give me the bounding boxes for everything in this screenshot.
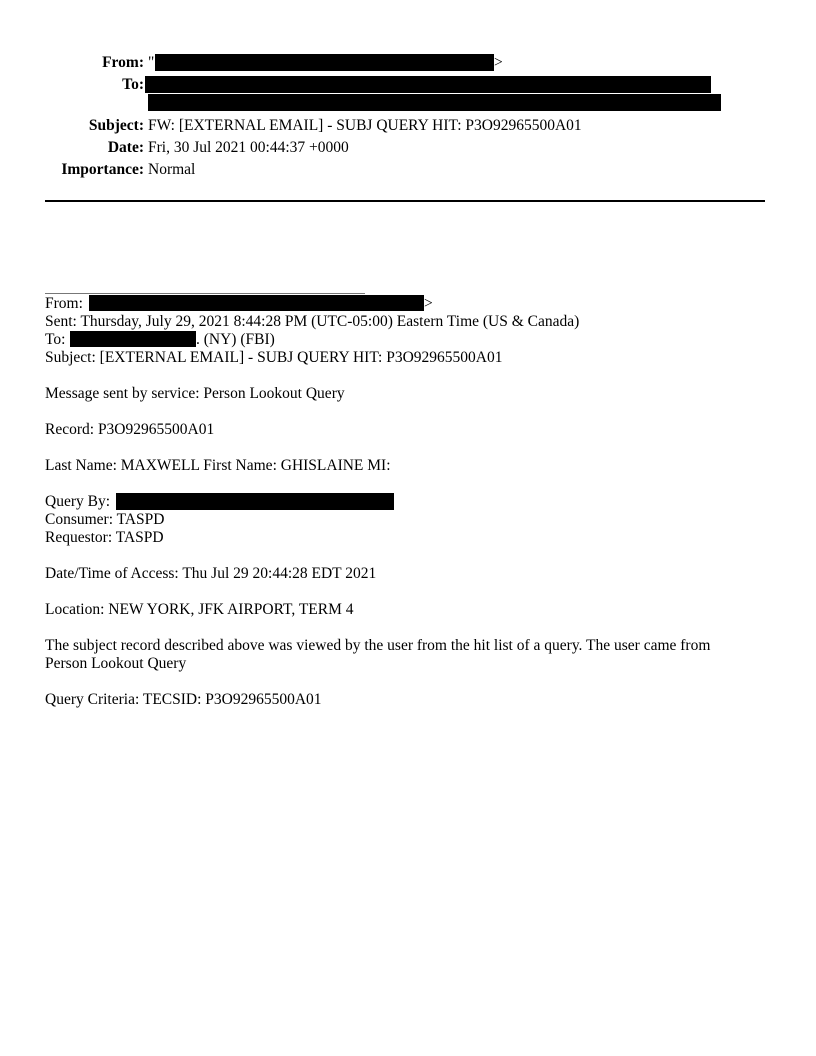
to-label: To:: [122, 76, 144, 93]
redaction-query-by: [116, 493, 394, 510]
from-label: From:: [102, 54, 144, 71]
fwd-from-suffix: >: [424, 295, 433, 312]
date-value: Fri, 30 Jul 2021 00:44:37 +0000: [148, 139, 349, 156]
requestor-line: Requestor: TASPD: [45, 529, 164, 546]
access-line: Date/Time of Access: Thu Jul 29 20:44:28 EDT 2021: [45, 565, 377, 582]
redaction-from: [155, 54, 494, 71]
fwd-to-suffix: . (NY) (FBI): [196, 331, 275, 348]
fwd-subject-line: Subject: [EXTERNAL EMAIL] - SUBJ QUERY HIT: P3O92965500A01: [45, 349, 503, 366]
subject-value: FW: [EXTERNAL EMAIL] - SUBJ QUERY HIT: P3O92965500A01: [148, 117, 582, 134]
consumer-line: Consumer: TASPD: [45, 511, 165, 528]
redaction-to-line2: [148, 94, 721, 111]
description-line-1: The subject record described above was viewed by the user from the hit list of a query. The user came from: [45, 637, 711, 654]
header-divider: [45, 200, 765, 202]
redaction-fwd-from: [89, 295, 424, 311]
importance-label: Importance:: [61, 161, 144, 178]
criteria-line: Query Criteria: TECSID: P3O92965500A01: [45, 691, 322, 708]
fwd-from-label: From:: [45, 295, 83, 312]
redaction-fwd-to: [70, 331, 196, 347]
fwd-to-label: To:: [45, 331, 66, 348]
importance-value: Normal: [148, 161, 196, 178]
subject-label: Subject:: [88, 117, 144, 134]
description-line-2: Person Lookout Query: [45, 655, 187, 672]
from-quote: ": [148, 54, 155, 71]
forward-separator: [45, 293, 365, 294]
from-suffix: >: [494, 54, 503, 71]
date-label: Date:: [107, 139, 144, 156]
service-line: Message sent by service: Person Lookout Query: [45, 385, 345, 402]
record-line: Record: P3O92965500A01: [45, 421, 215, 438]
name-line: Last Name: MAXWELL First Name: GHISLAINE MI:: [45, 457, 391, 474]
location-line: Location: NEW YORK, JFK AIRPORT, TERM 4: [45, 601, 354, 618]
redaction-to-line1: [145, 76, 711, 93]
query-by-label: Query By:: [45, 493, 111, 510]
fwd-sent-line: Sent: Thursday, July 29, 2021 8:44:28 PM (UTC-05:00) Eastern Time (US & Canada): [45, 313, 580, 330]
